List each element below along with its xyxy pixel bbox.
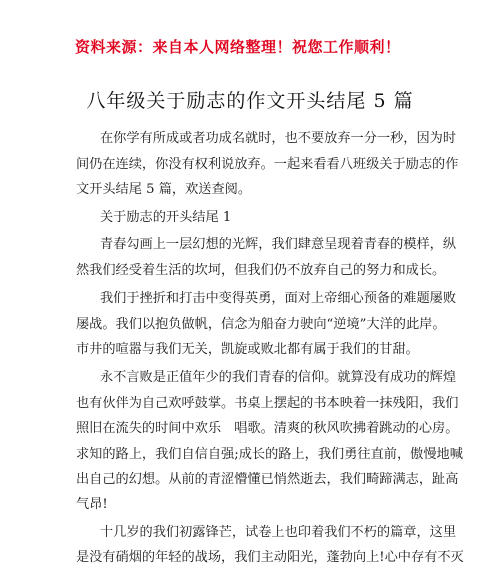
section-heading: 关于励志的开头结尾 1 — [100, 210, 232, 225]
paragraph-line: 气昂! — [76, 497, 108, 512]
paragraph-line: 是没有硝烟的年轻的战场，我们主动阳光，蓬勃向上!心中存有不灭 — [76, 550, 464, 565]
paragraph-line: 屡战。我们以抱负做帆，信念为船奋力驶向“逆境”大洋的此岸。 — [76, 317, 446, 332]
paragraph-line: 市井的喧嚣与我们无关，凯旋或败北都有属于我们的甘甜。 — [76, 342, 419, 357]
paragraph-line: 十几岁的我们初露锋芒，试卷上也印着我们不朽的篇章，这里 — [100, 525, 457, 540]
paragraph-line: 然我们经受着生活的坎坷，但我们仍不放弃自己的努力和成长。 — [76, 263, 446, 278]
paragraph-line: 青春勾画上一层幻想的光辉，我们肆意呈现着青春的模样，纵 — [100, 237, 457, 252]
paragraph-line: 间仍在连续，你没有权利说放弃。一起来看看八班级关于励志的作 — [76, 157, 459, 172]
paragraph-line: 出自己的幻想。从前的青涩懵懂已悄然逝去，我们畸蹄满志，趾高 — [76, 472, 459, 487]
paragraph-line: 永不言败是正值年少的我们青春的信仰。就算没有成功的辉煌 — [100, 370, 457, 385]
paragraph-line: 也有伙伴为自己欢呼鼓掌。书桌上摆起的书本映着一抹残阳，我们 — [76, 396, 459, 411]
paragraph-line: 文开头结尾 5 篇，欢送查阅。 — [76, 182, 252, 197]
paragraph-line: 求知的路上，我们自信自强;成长的路上，我们勇往直前，傲慢地喊 — [76, 447, 463, 462]
paragraph-line: 照旧在流失的时间中欢乐 唱歌。清爽的秋风吹拂着跳动的心房。 — [76, 421, 459, 436]
source-banner: 资料来源：来自本人网络整理！祝您工作顺利！ — [75, 38, 401, 56]
paragraph-line: 在你学有所成或者功成名就时，也不要放弃一分一秒，因为时 — [100, 131, 457, 146]
page-title: 八年级关于励志的作文开头结尾 5 篇 — [86, 90, 414, 112]
paragraph-line: 我们于挫折和打击中变得英勇，面对上帝细心预备的难题屡败 — [100, 291, 457, 306]
